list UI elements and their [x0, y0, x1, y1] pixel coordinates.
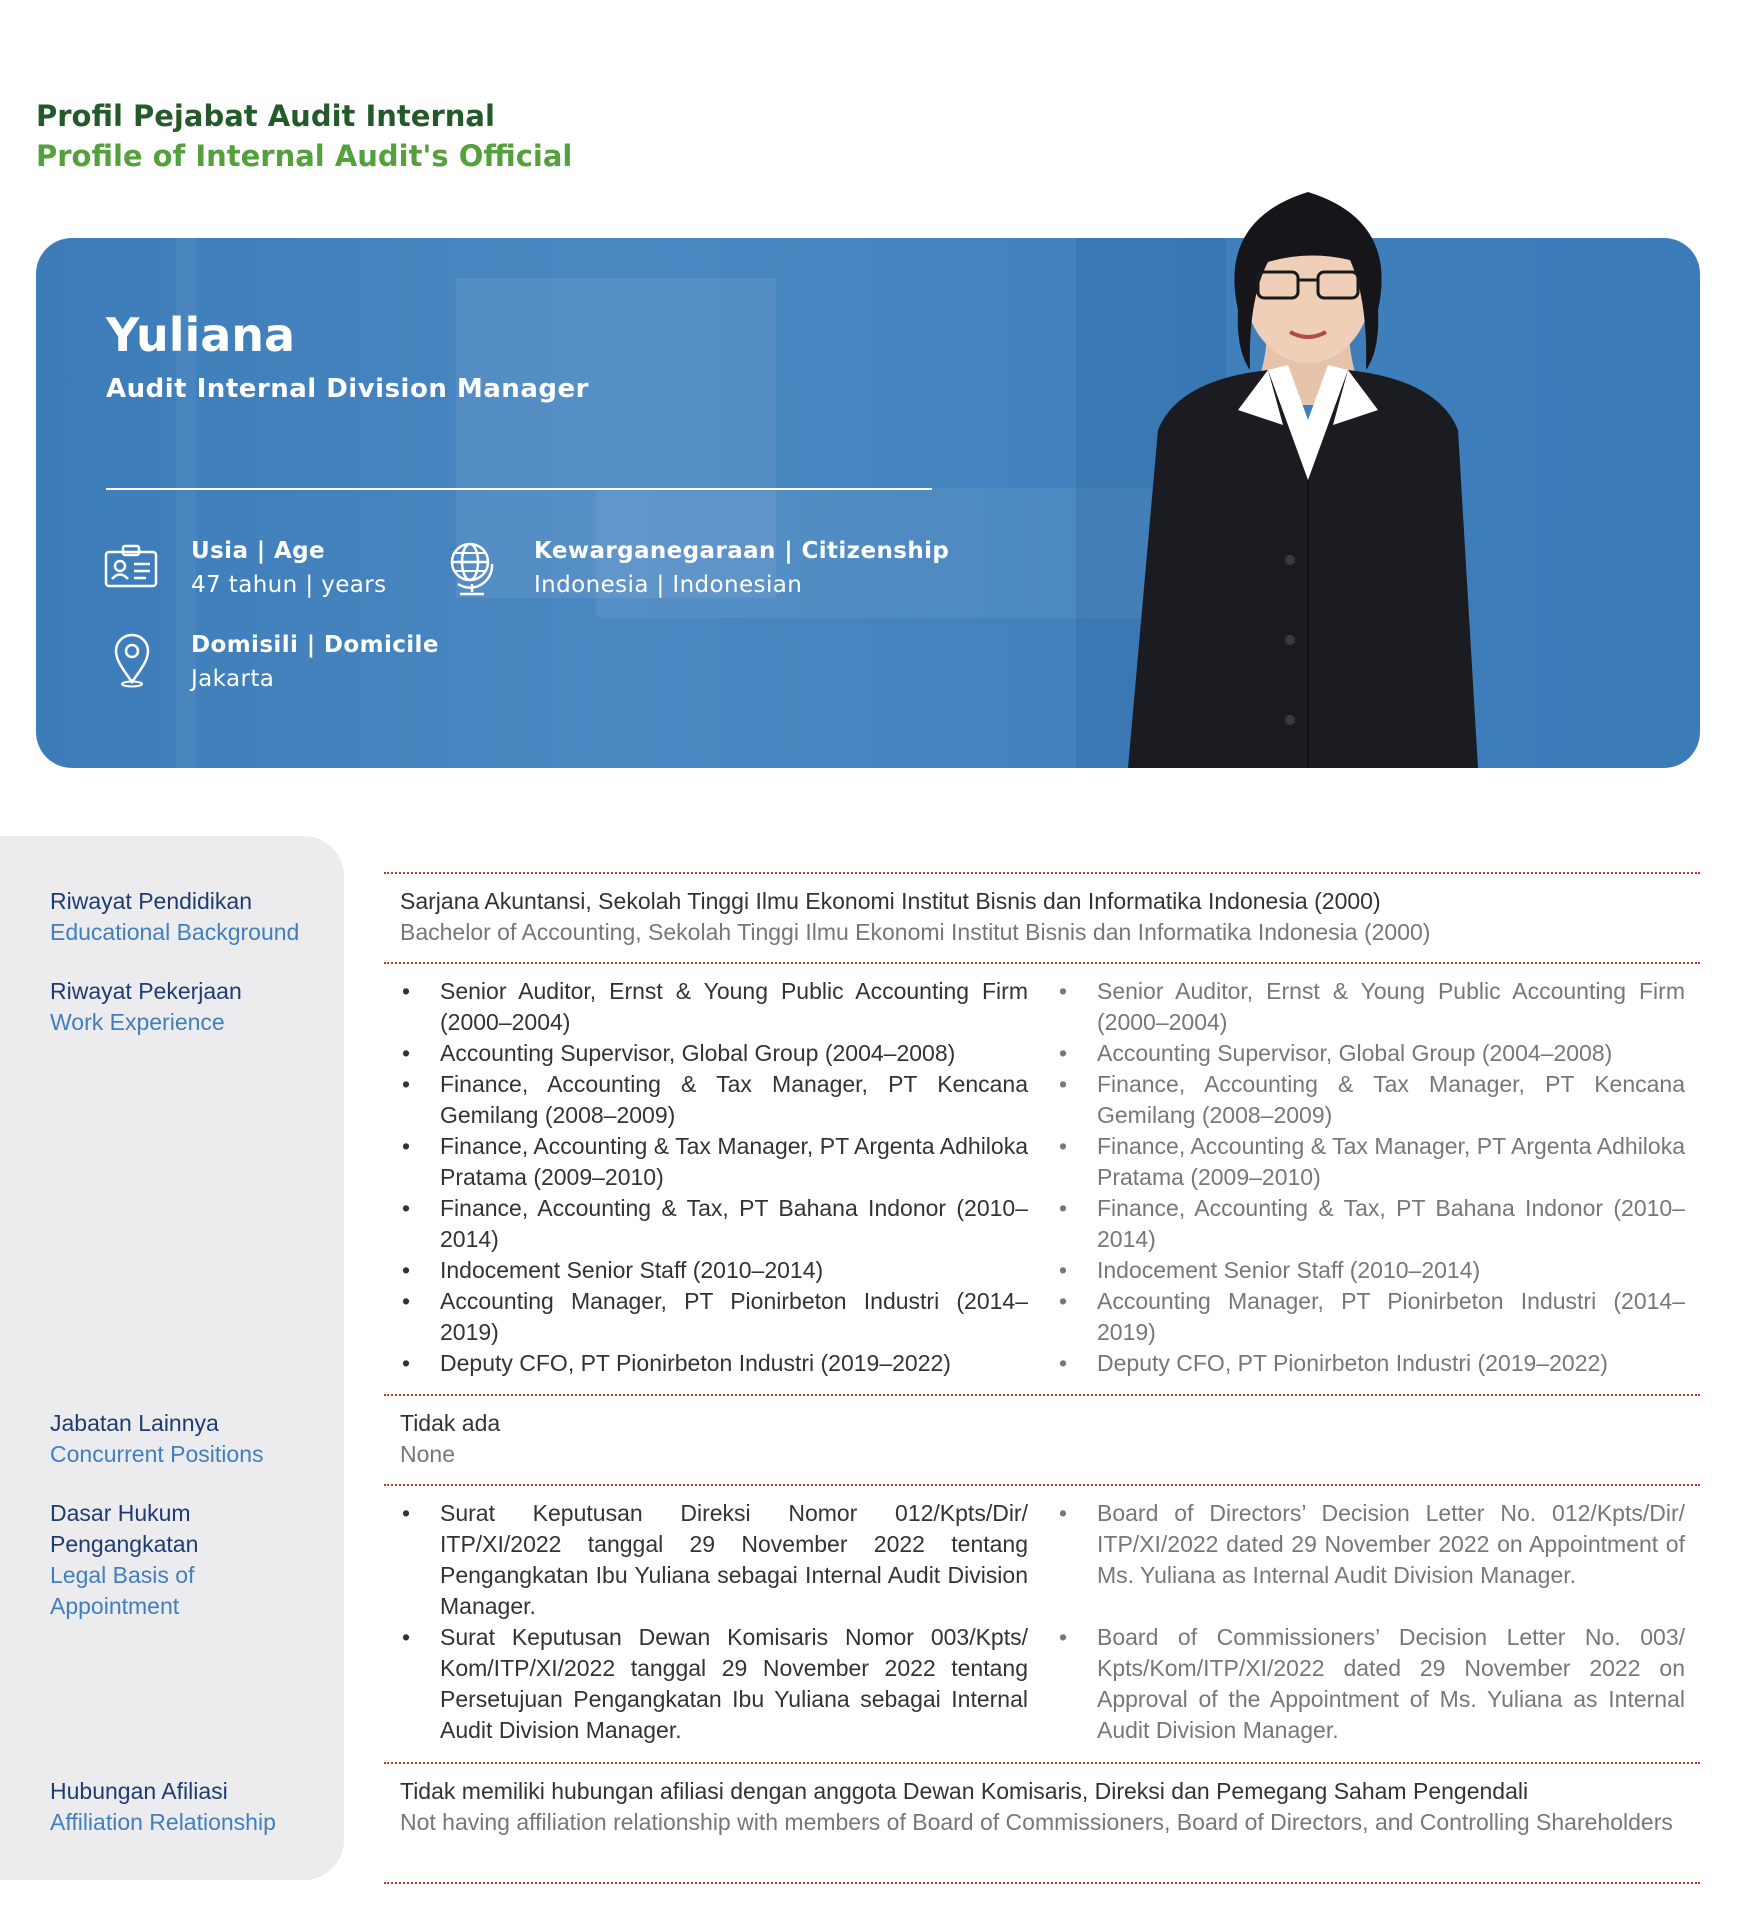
- list-item: • Finance, Accounting & Tax Manager, PT Argenta Adhiloka Pratama (2009–2010): [400, 1131, 1028, 1193]
- concurrent-label-en: Concurrent Positions: [50, 1441, 264, 1467]
- age-label: Usia | Age: [191, 538, 326, 564]
- location-pin-icon: [112, 632, 152, 693]
- row-divider: [384, 962, 1700, 964]
- list-item: • Indocement Senior Staff (2010–2014): [1057, 1255, 1685, 1286]
- legal-label: [50, 1498, 340, 1622]
- list-item: • Finance, Accounting & Tax Manager, PT Kencana Gemilang (2008–2009): [1057, 1069, 1685, 1131]
- legal-label-en-2: Appointment: [50, 1593, 180, 1619]
- affiliation-text-en: Not having affiliation relationship with members of Board of Commissioners, Board of Directors, and Controlling Shareholders: [400, 1809, 1673, 1835]
- education-text-id: Sarjana Akuntansi, Sekolah Tinggi Ilmu Ekonomi Institut Bisnis dan Informatika Indonesia (2000): [400, 888, 1381, 914]
- work-label-id: Riwayat Pekerjaan: [50, 978, 242, 1004]
- domicile-value: Jakarta: [191, 666, 275, 692]
- list-item: • Board of Commissioners’ Decision Letter No. 003/ Kpts/Kom/ITP/XI/2022 dated 29 November 2022 on Approval of the Appointment of Ms. Yuliana as Internal Audit Division Manager.: [1057, 1622, 1685, 1746]
- concurrent-text-en: None: [400, 1441, 455, 1467]
- legal-label-id-1: Dasar Hukum: [50, 1500, 191, 1526]
- heading-english: Profile of Internal Audit's Official: [36, 139, 573, 173]
- row-divider: [384, 1484, 1700, 1486]
- domicile-info: [191, 628, 439, 696]
- education-content: [400, 886, 1700, 948]
- legal-list-id: [400, 1498, 1028, 1746]
- age-info: [191, 534, 387, 602]
- education-label-id: Riwayat Pendidikan: [50, 888, 253, 914]
- heading-indonesian: Profil Pejabat Audit Internal: [36, 99, 495, 133]
- page-heading: [36, 96, 572, 176]
- work-list-id: [400, 976, 1028, 1379]
- education-label-en: Educational Background: [50, 919, 300, 945]
- education-text-en: Bachelor of Accounting, Sekolah Tinggi Ilmu Ekonomi Institut Bisnis dan Informatika Indonesia (2000): [400, 919, 1431, 945]
- list-item: • Senior Auditor, Ernst & Young Public Accounting Firm (2000–2004): [1057, 976, 1685, 1038]
- concurrent-label-id: Jabatan Lainnya: [50, 1410, 219, 1436]
- id-card-icon: [104, 544, 158, 595]
- legal-label-en-1: Legal Basis of: [50, 1562, 195, 1588]
- row-divider: [384, 1882, 1700, 1884]
- list-item: • Finance, Accounting & Tax Manager, PT Argenta Adhiloka Pratama (2009–2010): [1057, 1131, 1685, 1193]
- concurrent-text-id: Tidak ada: [400, 1410, 501, 1436]
- list-item: • Senior Auditor, Ernst & Young Public Accounting Firm (2000–2004): [400, 976, 1028, 1038]
- list-item: • Board of Directors’ Decision Letter No. 012/Kpts/Dir/ ITP/XI/2022 dated 29 November 2022 on Appointment of Ms. Yuliana as Internal Audit Division Manager.: [1057, 1498, 1685, 1591]
- row-divider: [384, 1394, 1700, 1396]
- domicile-label: Domisili | Domicile: [191, 632, 439, 658]
- list-item: • Accounting Supervisor, Global Group (2004–2008): [400, 1038, 1028, 1069]
- profile-photo: [1118, 180, 1498, 768]
- citizenship-label: Kewarganegaraan | Citizenship: [534, 538, 950, 564]
- work-label-en: Work Experience: [50, 1009, 225, 1035]
- education-label: [50, 886, 340, 948]
- globe-icon: [448, 540, 496, 603]
- list-item: • Accounting Manager, PT Pionirbeton Industri (2014–2019): [400, 1286, 1028, 1348]
- list-item: • Indocement Senior Staff (2010–2014): [400, 1255, 1028, 1286]
- affiliation-text-id: Tidak memiliki hubungan afiliasi dengan anggota Dewan Komisaris, Direksi dan Pemegang Saham Pengendali: [400, 1778, 1529, 1804]
- affiliation-label-en: Affiliation Relationship: [50, 1809, 276, 1835]
- age-value: 47 tahun | years: [191, 572, 387, 598]
- list-item: • Accounting Supervisor, Global Group (2004–2008): [1057, 1038, 1685, 1069]
- affiliation-label-id: Hubungan Afiliasi: [50, 1778, 228, 1804]
- affiliation-content: [400, 1776, 1686, 1838]
- concurrent-content: [400, 1408, 1700, 1470]
- list-item: • Deputy CFO, PT Pionirbeton Industri (2019–2022): [400, 1348, 1028, 1379]
- list-item: • Surat Keputusan Dewan Komisaris Nomor 003/Kpts/ Kom/ITP/XI/2022 tanggal 29 November 2022 tentang Persetujuan Pengangkatan Ibu Yuliana sebagai Internal Audit Division Manager.: [400, 1622, 1028, 1746]
- citizenship-value: Indonesia | Indonesian: [534, 572, 803, 598]
- citizenship-info: [534, 534, 949, 602]
- legal-list-en: [1057, 1498, 1685, 1746]
- row-divider: [384, 872, 1700, 874]
- affiliation-label: [50, 1776, 340, 1838]
- banner-divider: [106, 488, 932, 490]
- concurrent-label: [50, 1408, 340, 1470]
- list-item: • Finance, Accounting & Tax Manager, PT Kencana Gemilang (2008–2009): [400, 1069, 1028, 1131]
- person-title: Audit Internal Division Manager: [106, 374, 589, 404]
- list-item: • Deputy CFO, PT Pionirbeton Industri (2019–2022): [1057, 1348, 1685, 1379]
- list-item: • Finance, Accounting & Tax, PT Bahana Indonor (2010–2014): [400, 1193, 1028, 1255]
- list-item: • Finance, Accounting & Tax, PT Bahana Indonor (2010–2014): [1057, 1193, 1685, 1255]
- person-name: Yuliana: [106, 308, 296, 362]
- list-item: • Accounting Manager, PT Pionirbeton Industri (2014–2019): [1057, 1286, 1685, 1348]
- legal-label-id-2: Pengangkatan: [50, 1531, 199, 1557]
- row-divider: [384, 1762, 1700, 1764]
- work-list-en: [1057, 976, 1685, 1379]
- work-label: [50, 976, 340, 1038]
- list-item: • Surat Keputusan Direksi Nomor 012/Kpts/Dir/ ITP/XI/2022 tanggal 29 November 2022 tentang Pengangkatan Ibu Yuliana sebagai Internal Audit Division Manager.: [400, 1498, 1028, 1622]
